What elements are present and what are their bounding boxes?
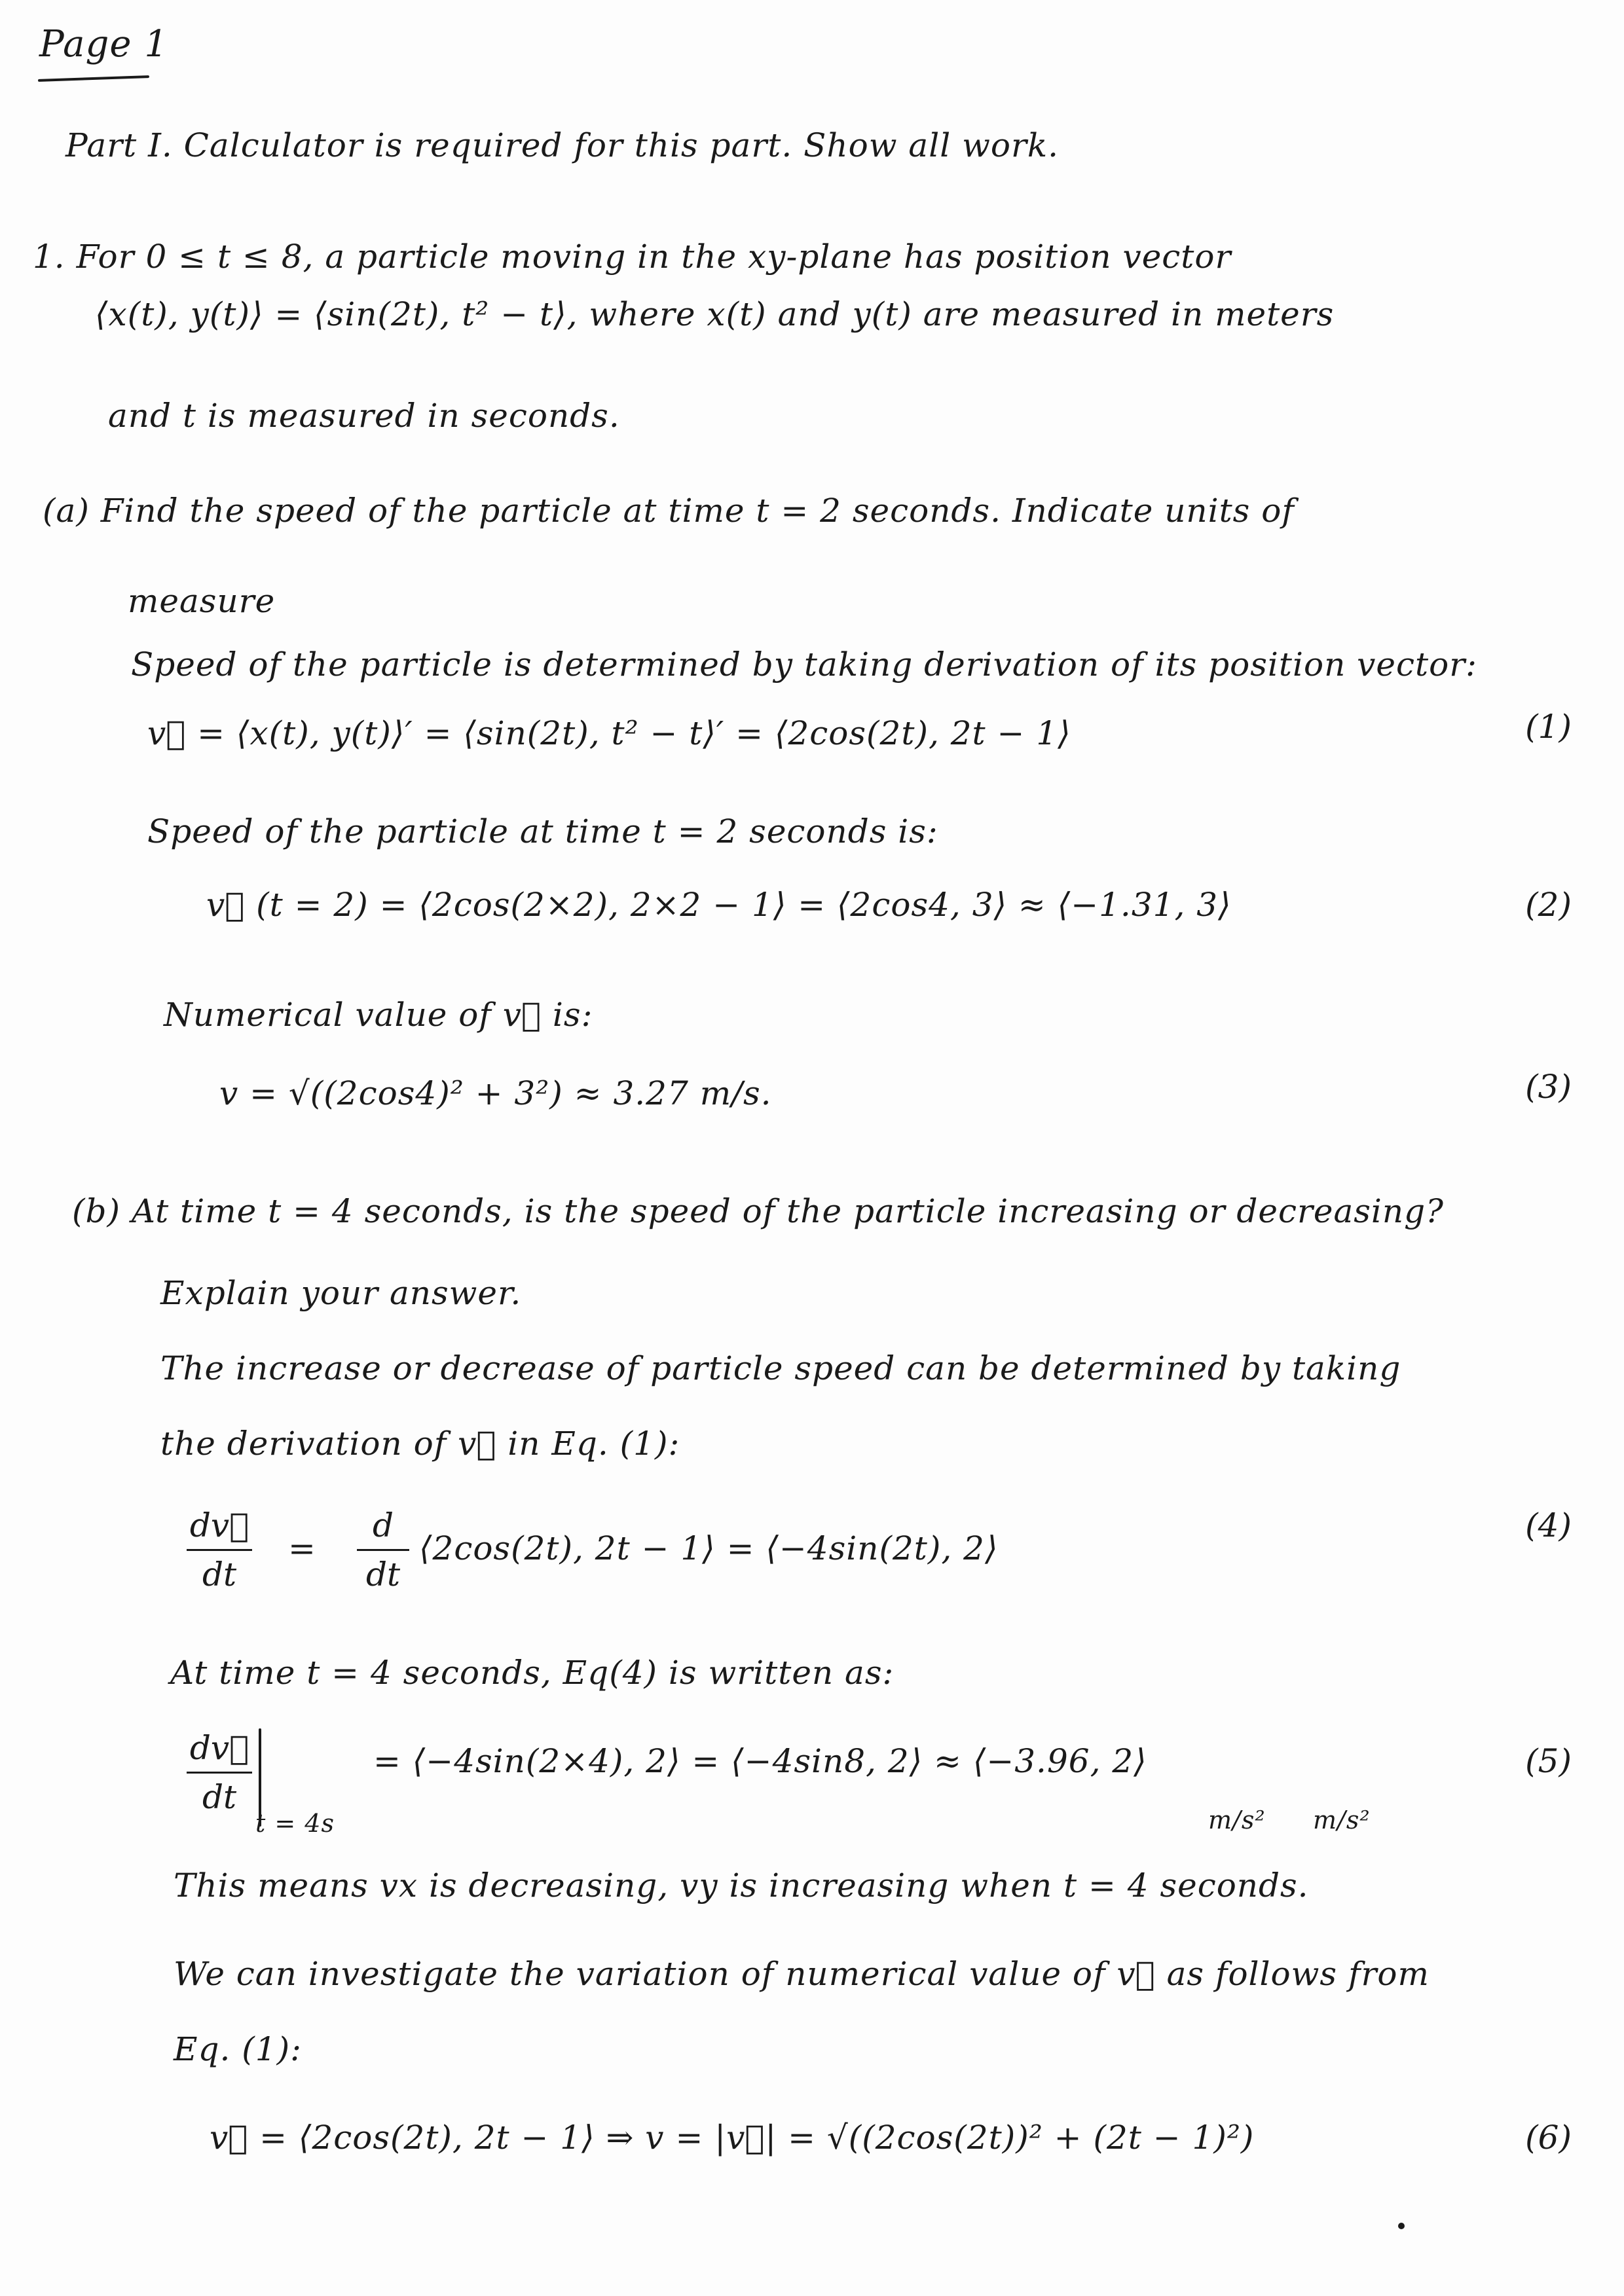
equation-number-3: (3) (1525, 1068, 1572, 1106)
stray-dot (1398, 2223, 1405, 2229)
equals-sign: = (288, 1529, 316, 1567)
fraction-numerator: d (372, 1506, 394, 1544)
part-b-question-line-2: Explain your answer. (160, 1274, 522, 1312)
evaluation-subscript: t = 4s (255, 1809, 335, 1838)
part-a-question-line-1: (a) Find the speed of the particle at time t = 2 seconds. Indicate units of (43, 492, 1295, 530)
part-b-question-line-1: (b) At time t = 4 seconds, is the speed of the particle increasing or decreasing? (72, 1192, 1444, 1230)
fraction-dv-dt-evaluated (187, 1728, 252, 1817)
part-a-question-line-2: measure (128, 582, 276, 620)
fraction-bar (357, 1549, 409, 1551)
part-heading: Part I. Calculator is required for this part. Show all work. (65, 126, 1060, 164)
fraction-numerator: dv⃗ (189, 1506, 249, 1544)
unit-ay: m/s² (1313, 1806, 1371, 1834)
page-label-underline (38, 75, 149, 82)
part-a-solution-line-3: Speed of the particle at time t = 2 seconds is: (147, 812, 938, 850)
equation-number-4: (4) (1525, 1506, 1572, 1544)
fraction-denominator: dt (202, 1556, 237, 1594)
acceleration-at-t4: = ⟨−4sin(2×4), 2⟩ = ⟨−4sin8, 2⟩ ≈ ⟨−3.96, 2⟩ (373, 1742, 1147, 1780)
fraction-d-dt (357, 1506, 409, 1594)
part-a-speed-value: v = √((2cos4)² + 3²) ≈ 3.27 m/s. (219, 1074, 772, 1112)
fraction-numerator: dv⃗ (189, 1729, 249, 1767)
equation-number-6: (6) (1525, 2119, 1572, 2157)
part-a-velocity-at-t2: v⃗ (t = 2) = ⟨2cos(2×2), 2×2 − 1⟩ = ⟨2cos4, 3⟩ ≈ ⟨−1.31, 3⟩ (206, 886, 1232, 924)
part-a-velocity-equation: v⃗ = ⟨x(t), y(t)⟩′ = ⟨sin(2t), t² − t⟩′ = ⟨2cos(2t), 2t − 1⟩ (147, 714, 1071, 752)
problem-line-3: and t is measured in seconds. (108, 397, 620, 435)
unit-ax: m/s² (1208, 1806, 1266, 1834)
fraction-dv-dt (187, 1506, 252, 1594)
part-b-solution-line-7: We can investigate the variation of numerical value of v⃗ as follows from (174, 1955, 1430, 1993)
part-a-solution-line-1: Speed of the particle is determined by taking derivation of its position vector: (131, 646, 1477, 683)
fraction-bar (187, 1772, 252, 1774)
part-b-solution-line-4: At time t = 4 seconds, Eq(4) is written as: (170, 1654, 895, 1692)
part-a-solution-line-5: Numerical value of v⃗ is: (164, 996, 593, 1034)
problem-line-2: ⟨x(t), y(t)⟩ = ⟨sin(2t), t² − t⟩, where x(t) and y(t) are measured in meters (95, 295, 1335, 333)
part-b-solution-line-1: The increase or decrease of particle speed can be determined by taking (160, 1349, 1401, 1387)
part-b-solution-line-6: This means vx is decreasing, vy is increasing when t = 4 seconds. (174, 1867, 1309, 1904)
fraction-bar (187, 1549, 252, 1551)
acceleration-equation: ⟨2cos(2t), 2t − 1⟩ = ⟨−4sin(2t), 2⟩ (419, 1529, 999, 1567)
equation-number-5: (5) (1525, 1742, 1572, 1780)
fraction-denominator: dt (365, 1556, 401, 1594)
page-label: Page 1 (39, 23, 168, 65)
fraction-denominator: dt (202, 1778, 237, 1816)
equation-number-1: (1) (1525, 708, 1572, 746)
part-b-solution-line-8: Eq. (1): (174, 2030, 302, 2068)
part-b-solution-line-2: the derivation of v⃗ in Eq. (1): (160, 1425, 680, 1463)
equation-number-2: (2) (1525, 886, 1572, 924)
problem-line-1: 1. For 0 ≤ t ≤ 8, a particle moving in the xy-plane has position vector (33, 238, 1232, 276)
speed-magnitude-equation: v⃗ = ⟨2cos(2t), 2t − 1⟩ ⇒ v = |v⃗| = √((2cos(2t))² + (2t − 1)²) (210, 2119, 1255, 2157)
